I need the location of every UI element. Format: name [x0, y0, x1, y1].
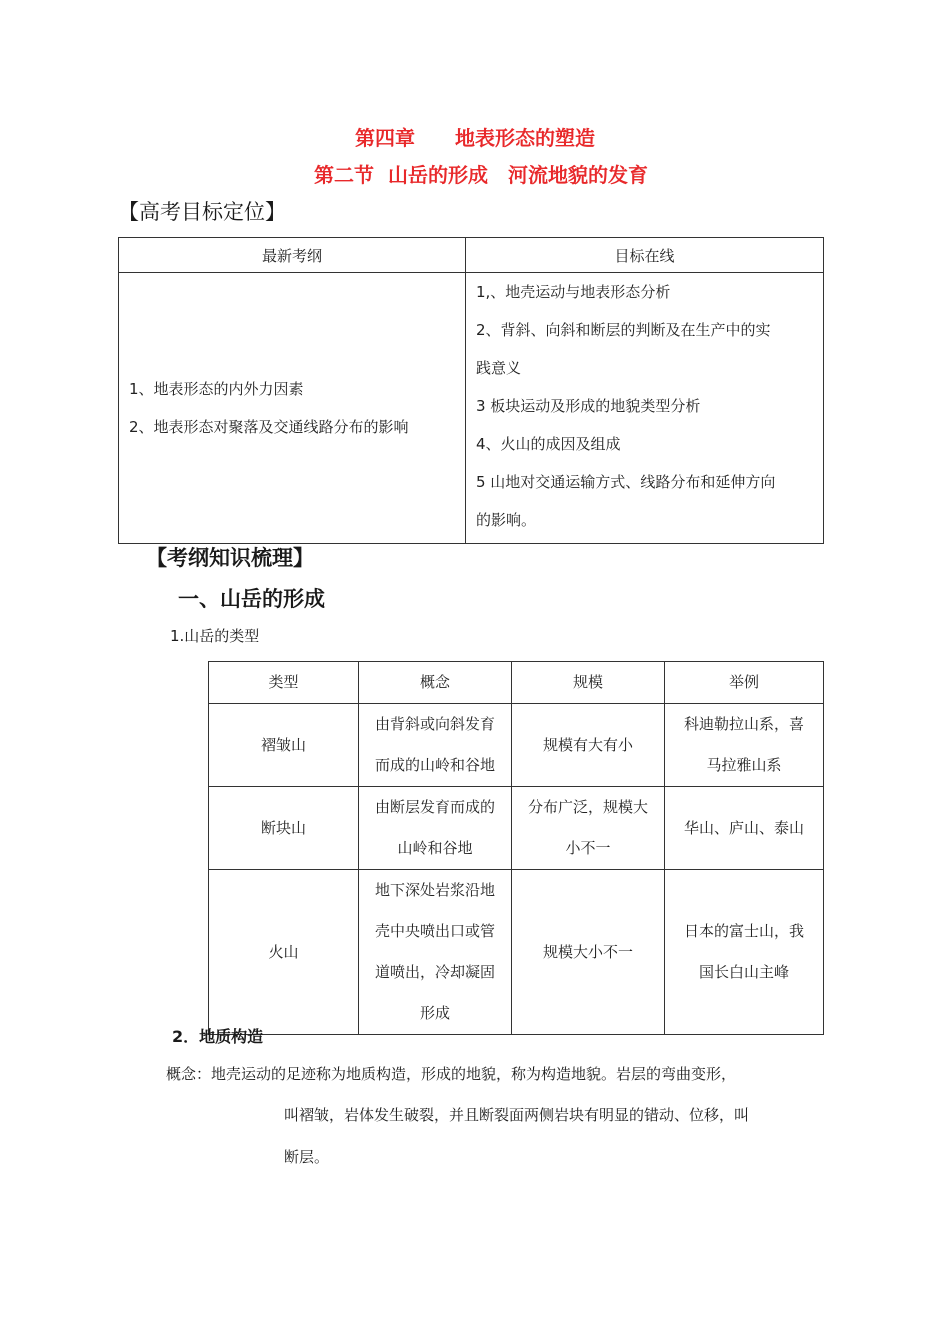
example-cell — [665, 870, 824, 1035]
part1-heading: 一、山岳的形成 — [178, 587, 325, 611]
concept-cell — [359, 787, 512, 870]
target-header-syllabus: 最新考纲 — [119, 238, 466, 273]
concept-line: 形成 — [419, 1004, 450, 1022]
chapter-title: 第四章 地表形态的塑造 — [355, 126, 595, 150]
section-title: 第二节 山岳的形成 河流地貌的发育 — [314, 163, 648, 187]
header-example: 举例 — [665, 662, 824, 704]
concept-cell — [359, 704, 512, 787]
goal-item: 的影响。 — [476, 511, 537, 529]
mountain-types-label: 1.山岳的类型 — [170, 627, 260, 645]
scale-line: 规模有大有小 — [542, 735, 633, 754]
geo-structure-line-2: 叫褶皱，岩体发生破裂，并且断裂面两侧岩块有明显的错动、位移，叫 — [284, 1106, 750, 1124]
example-line: 华山、庐山、泰山 — [683, 818, 804, 837]
goal-item: 1,、地壳运动与地表形态分析 — [476, 283, 671, 301]
example-line: 马拉雅山系 — [706, 756, 782, 774]
geo-structure-line-1: 概念：地壳运动的足迹称为地质构造，形成的地貌，称为构造地貌。岩层的弯曲变形， — [166, 1065, 737, 1083]
scale-line: 分布广泛，规模大 — [527, 798, 648, 816]
target-table — [118, 237, 824, 544]
goal-item: 2、背斜、向斜和断层的判断及在生产中的实 — [476, 321, 771, 339]
example-line: 国长白山主峰 — [698, 963, 789, 981]
concept-line: 山岭和谷地 — [397, 839, 473, 857]
geo-structure-line-3: 断层。 — [284, 1148, 330, 1166]
concept-line: 道喷出，冷却凝固 — [374, 963, 495, 981]
syllabus-item: 2、地表形态对聚落及交通线路分布的影响 — [129, 418, 409, 436]
goal-item: 5 山地对交通运输方式、线路分布和延伸方向 — [476, 473, 776, 491]
concept-cell — [359, 870, 512, 1035]
mountain-table — [208, 661, 824, 1035]
header-scale: 规模 — [512, 662, 665, 704]
type-cell: 火山 — [209, 870, 359, 1035]
type-cell: 褶皱山 — [209, 704, 359, 787]
goal-item: 3 板块运动及形成的地貌类型分析 — [476, 397, 701, 415]
scale-cell — [512, 704, 665, 787]
type-cell: 断块山 — [209, 787, 359, 870]
concept-line: 地下深处岩浆沿地 — [374, 881, 495, 899]
scale-cell — [512, 870, 665, 1035]
table-row — [209, 704, 824, 787]
goal-item: 4、火山的成因及组成 — [476, 435, 621, 453]
header-concept: 概念 — [359, 662, 512, 704]
table-row — [209, 870, 824, 1035]
scale-cell — [512, 787, 665, 870]
example-cell — [665, 787, 824, 870]
geo-structure-heading: 2．地质构造 — [172, 1027, 264, 1046]
knowledge-heading: 【考纲知识梳理】 — [146, 546, 314, 570]
table-row — [209, 787, 824, 870]
example-line: 日本的富士山，我 — [683, 922, 804, 940]
goals-cell — [466, 273, 824, 544]
syllabus-cell — [119, 273, 466, 544]
target-header-goals: 目标在线 — [466, 238, 824, 273]
syllabus-item: 1、地表形态的内外力因素 — [129, 380, 304, 398]
header-type: 类型 — [209, 662, 359, 704]
example-line: 科迪勒拉山系，喜 — [683, 715, 804, 733]
target-heading: 【高考目标定位】 — [118, 200, 286, 224]
scale-line: 规模大小不一 — [542, 942, 633, 961]
concept-line: 由背斜或向斜发育 — [374, 715, 495, 733]
goal-item: 践意义 — [476, 359, 522, 377]
example-cell — [665, 704, 824, 787]
concept-line: 壳中央喷出口或管 — [374, 922, 495, 940]
scale-line: 小不一 — [565, 839, 611, 857]
concept-line: 由断层发育而成的 — [374, 798, 495, 816]
concept-line: 而成的山岭和谷地 — [374, 756, 495, 774]
